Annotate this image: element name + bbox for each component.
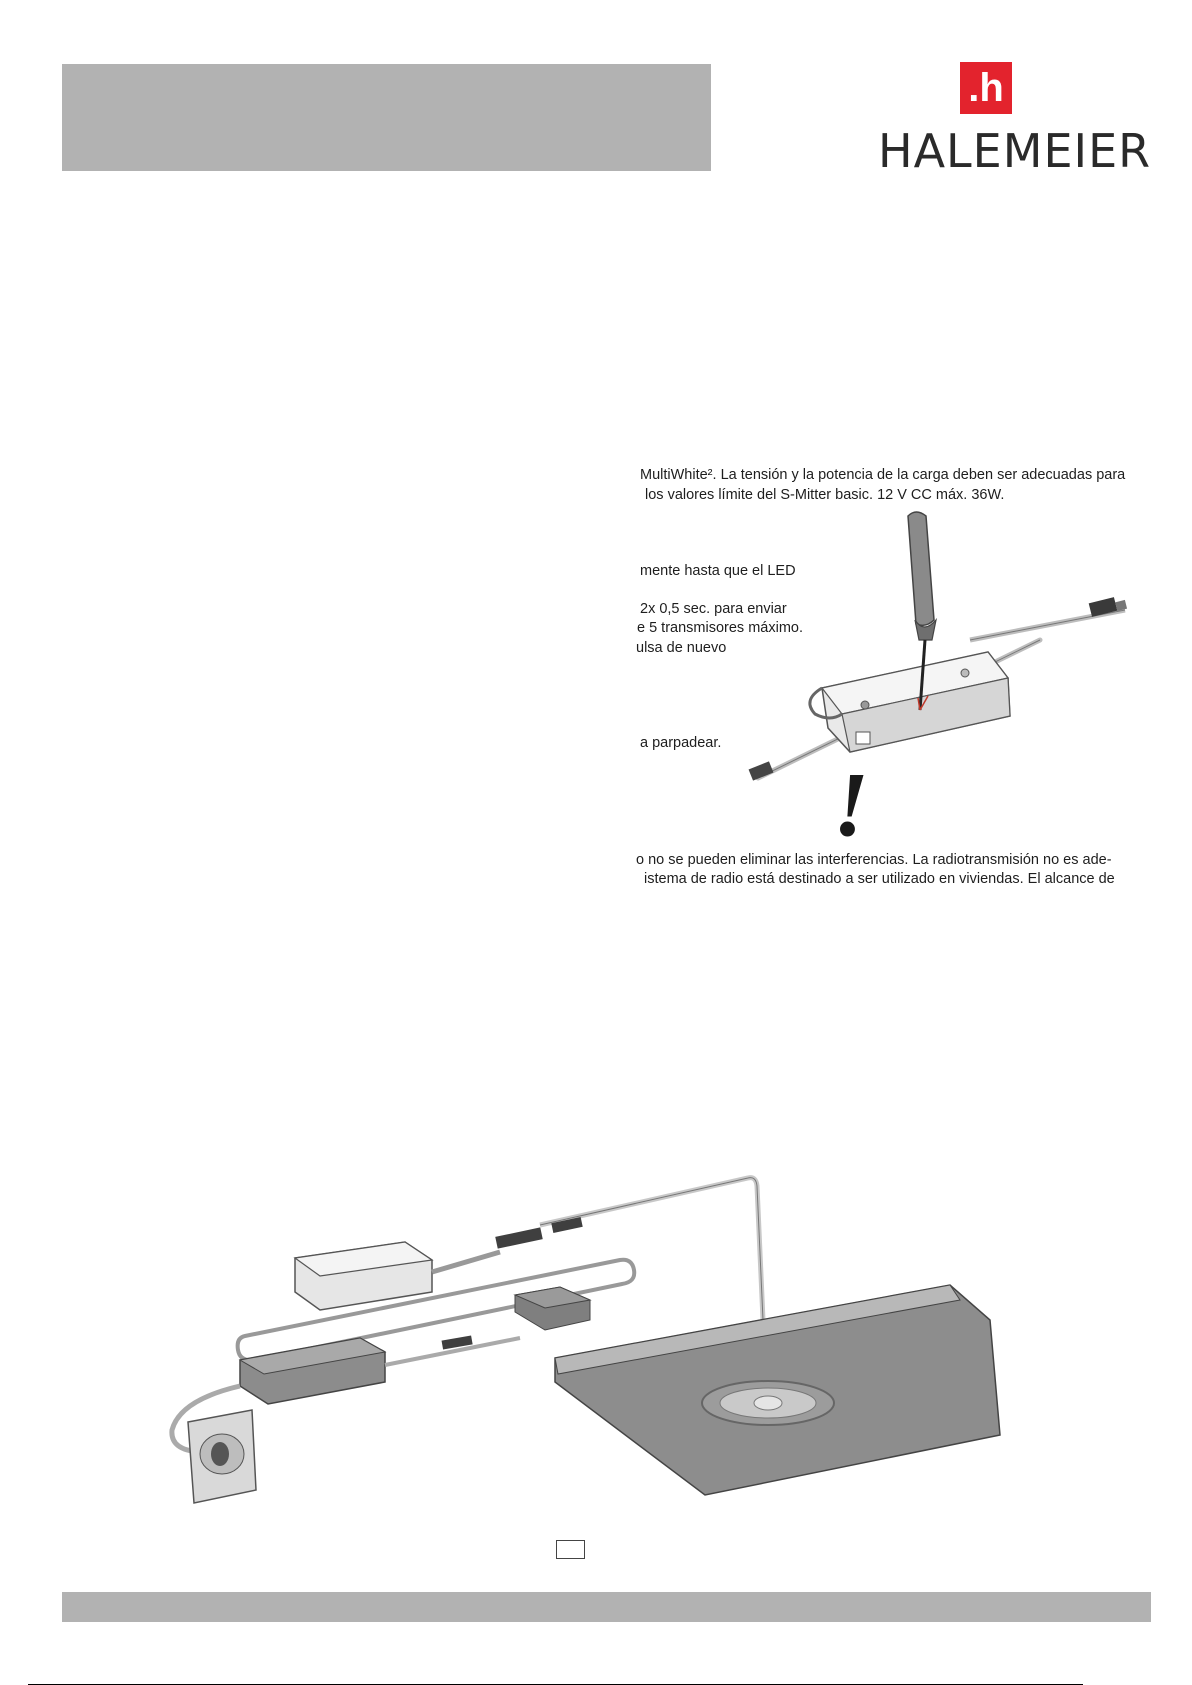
installation-overview-illustration	[160, 1160, 1040, 1510]
text-line-7: a parpadear.	[640, 735, 722, 751]
text-line-8: o no se pueden eliminar las interferencias. La radiotransmisión no es ade-	[636, 852, 1112, 868]
text-line-1: MultiWhite². La tensión y la potencia de la carga deben ser adecuadas para	[640, 467, 1126, 483]
brand-logo-mark: .h	[960, 62, 1012, 114]
text-line-9: istema de radio está destinado a ser utilizado en viviendas. El alcance de	[644, 871, 1115, 887]
connector-icon	[495, 1227, 542, 1248]
text-line-6: ulsa de nuevo	[636, 640, 727, 656]
power-supply-driver	[295, 1242, 500, 1310]
page-number-box	[556, 1540, 585, 1559]
text-line-5: e 5 transmisores máximo.	[637, 620, 803, 636]
shelf-board	[555, 1285, 1000, 1495]
smitter-device	[810, 652, 1010, 752]
text-line-2: los valores límite del S-Mitter basic. 12 V CC máx. 36W.	[645, 487, 1005, 503]
smitter-programming-illustration	[740, 500, 1140, 790]
header-band	[62, 64, 711, 171]
brand-logo-text: HALEMEIER	[878, 124, 1152, 178]
warning-exclamation-icon: !	[833, 753, 869, 855]
footer-band	[62, 1592, 1151, 1622]
led-driver-lower	[240, 1335, 520, 1404]
wall-socket-icon	[188, 1410, 256, 1503]
text-line-3: mente hasta que el LED	[640, 563, 796, 579]
text-line-4: 2x 0,5 sec. para enviar	[640, 601, 787, 617]
